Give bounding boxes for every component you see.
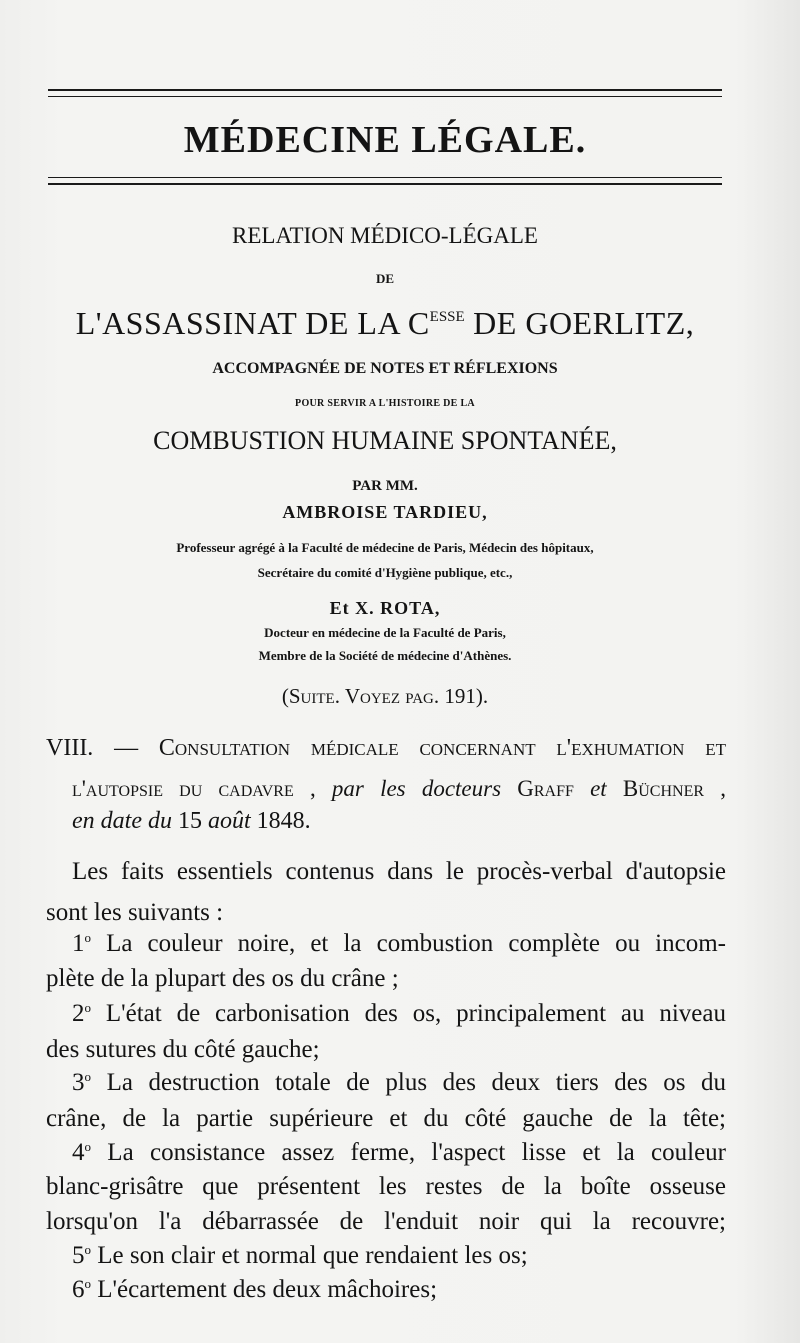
suite-note: (Suite. Voyez pag. 191). <box>281 684 489 708</box>
ordinal-mark: o <box>84 1069 91 1084</box>
section-heading: MÉDECINE LÉGALE. <box>183 119 587 161</box>
bottom-double-rule-thin <box>48 177 722 178</box>
body-line-3 <box>72 930 726 958</box>
body-line-7 <box>72 1069 726 1097</box>
relation-title: RELATION MÉDICO-LÉGALE <box>232 223 538 248</box>
main-title-part-b: DE GOERLITZ, <box>464 305 695 341</box>
body-line-11: lorsqu'on l'a débarrassée de l'enduit noir qui la recouvre; <box>46 1208 726 1235</box>
author-1-affiliation-2: Secrétaire du comité d'Hygiène publique, etc., <box>257 565 513 580</box>
ordinal-mark: o <box>84 1139 91 1154</box>
body-line-2: sont les suivants : <box>46 899 224 926</box>
ordinal-mark: o <box>84 930 91 945</box>
body-line-6: des sutures du côté gauche; <box>46 1036 320 1063</box>
author-2-affiliation-1: Docteur en médecine de la Faculté de Paris, <box>264 625 506 640</box>
subtitle-accompagnee: ACCOMPAGNÉE DE NOTES ET RÉFLEXIONS <box>212 360 558 377</box>
section-heading-line-3 <box>72 808 472 835</box>
main-title-part-a: L'ASSASSINAT DE LA C <box>75 305 430 341</box>
main-title-superscript: ESSE <box>429 309 465 325</box>
top-double-rule <box>48 89 722 91</box>
ordinal-mark: o <box>84 1242 91 1257</box>
item-6-text: L'écartement des deux mâchoires; <box>91 1276 438 1303</box>
item-2-text: L'état de carbonisation des os, principalement au niveau <box>91 1000 726 1027</box>
item-4-text: La consistance assez ferme, l'aspect lisse et la couleur <box>91 1139 726 1166</box>
item-3-text: La destruction totale de plus des deux tiers des os du <box>91 1069 726 1096</box>
author-2-name: Et X. ROTA, <box>329 598 441 618</box>
section-line-2-e: Büchner , <box>622 776 726 801</box>
section-line-3-a: en date du <box>72 808 178 834</box>
item-1-text: La couleur noire, et la combustion complète ou incom- <box>91 930 726 957</box>
body-line-12 <box>72 1242 632 1270</box>
subtitle-combustion: COMBUSTION HUMAINE SPONTANÉE, <box>153 426 617 455</box>
body-line-5 <box>72 1000 726 1028</box>
ordinal-mark: o <box>84 1276 91 1291</box>
title-de: DE <box>375 271 395 286</box>
body-line-9 <box>72 1139 726 1167</box>
author-1-affiliation-1: Professeur agrégé à la Faculté de médecine de Paris, Médecin des hôpitaux, <box>176 540 594 555</box>
section-line-2-b: par les docteurs <box>331 776 518 801</box>
item-5-number: 5 <box>72 1242 85 1269</box>
item-6-number: 6 <box>72 1276 85 1303</box>
par-mm: PAR MM. <box>352 478 418 494</box>
top-double-rule-thin <box>48 96 722 97</box>
item-1-number: 1 <box>72 930 85 957</box>
section-heading-line-2 <box>72 776 726 802</box>
body-line-10: blanc-grisâtre que présentent les restes de la boîte osseuse <box>46 1173 726 1200</box>
item-4-number: 4 <box>72 1139 85 1166</box>
section-line-2-d: et <box>573 776 623 801</box>
section-line-2-a: l'autopsie du cadavre , <box>72 776 332 801</box>
author-2-affiliation-2: Membre de la Société de médecine d'Athènes. <box>258 648 512 663</box>
author-1-name: AMBROISE TARDIEU, <box>282 502 488 522</box>
body-line-4: plète de la plupart des os du crâne ; <box>46 965 399 992</box>
section-line-2-c: Graff <box>517 776 574 801</box>
body-line-13 <box>72 1276 632 1304</box>
main-title <box>48 305 722 342</box>
subtitle-pour-servir: POUR SERVIR A L'HISTOIRE DE LA <box>295 398 475 409</box>
section-line-3-b: 15 <box>177 808 202 834</box>
body-line-8: crâne, de la partie supérieure et du côté gauche de la tête; <box>46 1105 726 1132</box>
item-5-text: Le son clair et normal que rendaient les os; <box>91 1242 528 1269</box>
section-heading-line-1: VIII. — Consultation médicale concernant l'exhumation et <box>46 735 726 761</box>
item-2-number: 2 <box>72 1000 85 1027</box>
section-line-3-d: 1848. <box>256 808 311 834</box>
item-3-number: 3 <box>72 1069 85 1096</box>
body-line-1: Les faits essentiels contenus dans le procès-verbal d'autopsie <box>72 858 726 885</box>
section-line-3-c: août <box>201 808 257 834</box>
ordinal-mark: o <box>84 1000 91 1015</box>
bottom-double-rule <box>48 183 722 185</box>
